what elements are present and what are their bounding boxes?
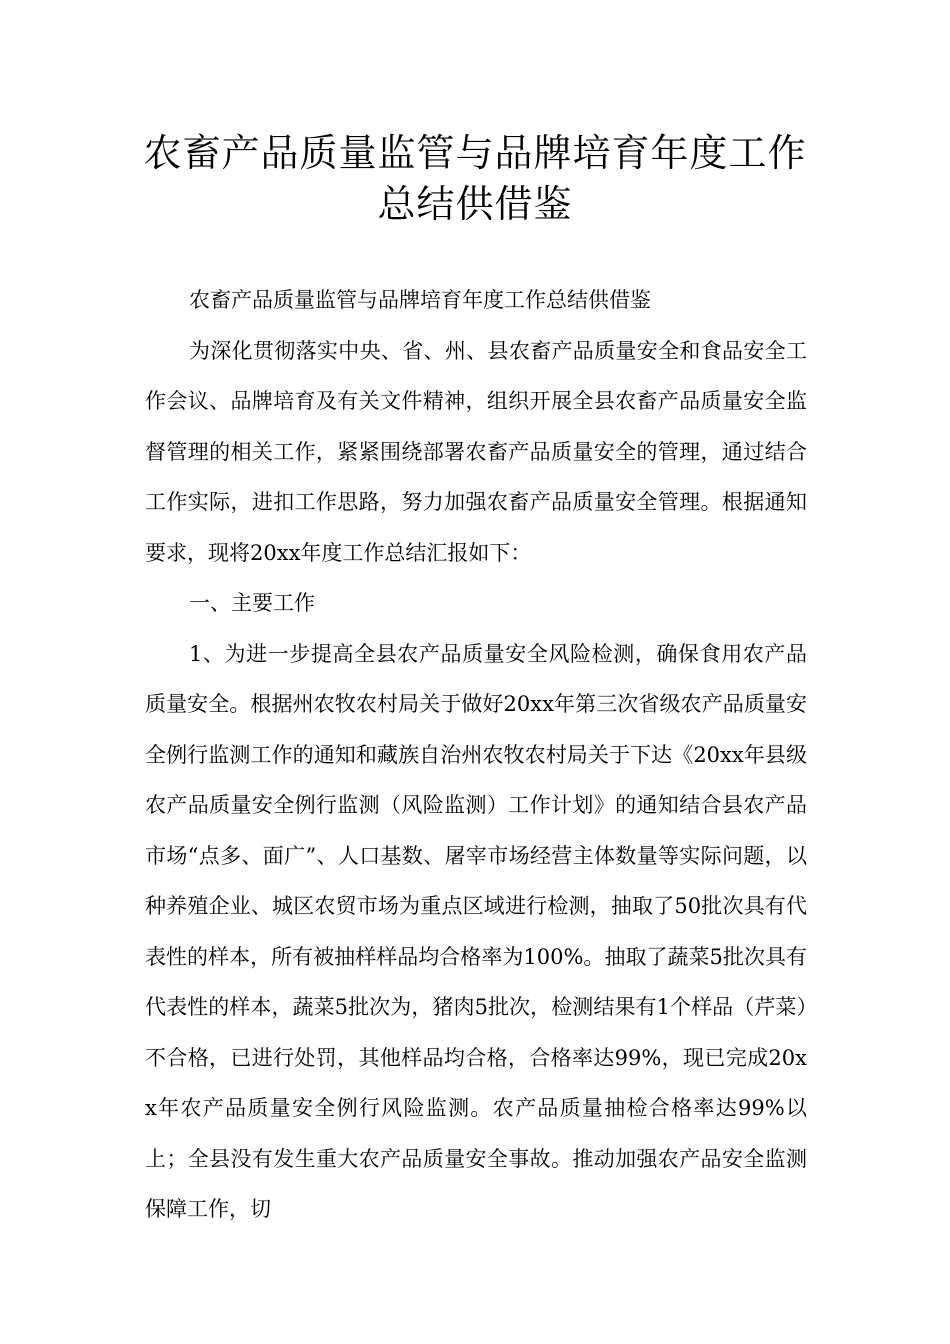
subtitle-paragraph: 农畜产品质量监管与品牌培育年度工作总结供借鉴 [189,288,651,312]
title-line-1: 农畜产品质量监管与品牌培育年度工作 [143,131,807,175]
intro-paragraph: 为深化贯彻落实中央、省、州、县农畜产品质量安全和食品安全工作会议、品牌培育及有关文件精神，组织开展全县农畜产品质量安全监督管理的相关工作，紧紧围绕部署农畜产品质量安全的管理，通过结合工作实际，进扣工作思路，努力加强农畜产品质量安全管理。根据通知要求，现将20xx年度工作总结汇报如下： [145,338,807,565]
document-body [145,275,807,1235]
title-line-2: 总结供借鉴 [377,182,573,226]
document-title [140,128,810,230]
item-1-paragraph: 1、为进一步提高全县农产品质量安全风险检测，确保食用农产品质量安全。根据州农牧农村局关于做好20xx年第三次省级农产品质量安全例行监测工作的通知和藏族自治州农牧农村局关于下达《20xx年县级农产品质量安全例行监测（风险监测）工作计划》的通知结合县农产品市场“点多、面广”、人口基数、屠宰市场经营主体数量等实际问题，以种养殖企业、城区农贸市场为重点区域进行检测，抽取了50批次具有代表性的样本，所有被抽样样品均合格率为100%。抽取了蔬菜5批次具有代表性的样本，蔬菜5批次为，猪肉5批次，检测结果有1个样品（芹菜）不合格，已进行处罚，其他样品均合格，合格率达99%，现已完成20xx年农产品质量安全例行风险监测。农产品质量抽检合格率达99%以上；全县没有发生重大农产品质量安全事故。推动加强农产品安全监测保障工作，切 [145,641,807,1221]
section-heading-main-work: 一、主要工作 [189,591,315,615]
